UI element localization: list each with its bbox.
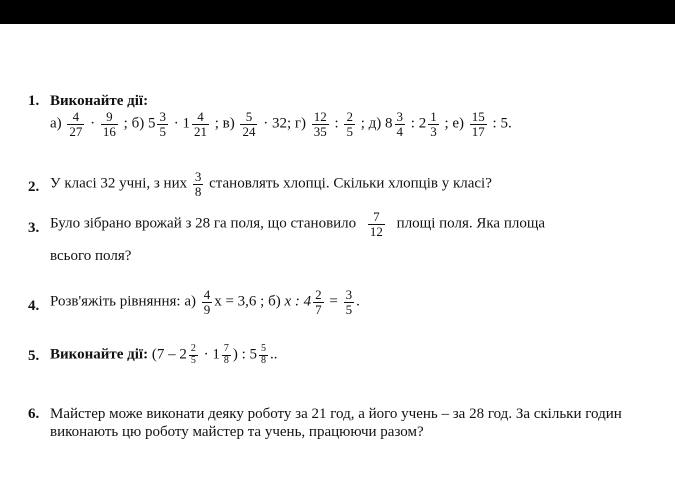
equation-rest: x = 3,6 ;: [214, 293, 265, 310]
separator: ;: [360, 115, 365, 132]
separator: ;: [214, 115, 219, 132]
task-number: 3.: [28, 220, 40, 236]
text-after: площі поля. Яка площа: [396, 215, 546, 232]
part-g-label: г): [294, 115, 307, 132]
expression-part: ) : 5: [232, 346, 257, 363]
task-text: Майстер може виконати деяку роботу за 21 год, а його учень – за 28 год. За скільки годин виконають цю роботу майстер та учень, працюючи разом?: [50, 406, 622, 440]
part-a-label: а): [50, 115, 62, 132]
fraction: $\frac{12}{35}$: [313, 109, 327, 139]
task-number: 2.: [28, 179, 40, 195]
fraction: $\frac{1}{3}$: [430, 109, 437, 139]
operator: ·: [90, 115, 96, 132]
fraction: $\frac{15}{17}$: [471, 109, 485, 139]
fraction: $\frac{3}{8}$: [194, 169, 202, 199]
expression-rest: : 5.: [492, 115, 512, 132]
task-number: 5.: [28, 348, 40, 364]
fraction: $\frac{9}{16}$: [102, 109, 116, 139]
task-text: [50, 344, 278, 366]
equation-variable: x : 4: [284, 293, 312, 310]
task-number: 1.: [28, 93, 40, 109]
part-e-label: е): [452, 115, 465, 132]
fraction: $\frac{4}{9}$: [203, 287, 211, 317]
task-text: [50, 288, 360, 316]
fraction: $\frac{4}{21}$: [193, 109, 207, 139]
task-text: [50, 210, 545, 238]
integer-part: 1: [182, 115, 190, 132]
operator: :: [334, 115, 339, 132]
task-number: 6.: [28, 406, 40, 422]
separator: ..: [270, 346, 278, 363]
part-b-label: б): [268, 293, 281, 310]
expression-rest: · 32;: [263, 115, 292, 132]
part-b-label: б): [131, 115, 145, 132]
expression-part: · 1: [203, 346, 220, 363]
fraction: $\frac{3}{5}$: [345, 287, 353, 317]
text-continued: всього поля?: [50, 248, 132, 264]
text-after: становлять хлопці. Скільки хлопців у класі?: [209, 175, 492, 192]
separator: .: [356, 293, 360, 310]
fraction: $\frac{3}{5}$: [159, 109, 166, 139]
equals-sign: =: [329, 293, 338, 310]
fraction: $\frac{2}{5}$: [346, 109, 353, 139]
part-d-label: д): [368, 115, 382, 132]
fraction: $\frac{4}{27}$: [69, 109, 83, 139]
fraction: $\frac{5}{24}$: [242, 109, 256, 139]
fraction: $\frac{5}{8}$: [261, 343, 266, 366]
fraction: $\frac{2}{5}$: [190, 343, 196, 366]
fraction: $\frac{7}{12}$: [369, 209, 383, 239]
task-title: Виконайте дії:: [50, 93, 149, 109]
fraction: $\frac{2}{7}$: [315, 287, 322, 317]
text-before: Було зібрано врожай з 28 га поля, що становило: [50, 215, 357, 232]
task-lead: Виконайте дії:: [50, 346, 149, 363]
worksheet-page: [0, 24, 675, 498]
expression-part: (7 – 2: [151, 346, 187, 363]
integer-part: 8: [385, 115, 393, 132]
expression-row: [50, 110, 512, 138]
fraction: $\frac{7}{8}$: [223, 343, 229, 366]
fraction: $\frac{3}{4}$: [396, 109, 404, 139]
integer-part: 2: [418, 115, 427, 132]
operator: :: [410, 115, 415, 132]
operator: ·: [173, 115, 179, 132]
separator: ;: [123, 115, 128, 132]
part-v-label: в): [222, 115, 235, 132]
task-lead: Розв'яжіть рівняння:: [50, 293, 181, 310]
separator: ;: [444, 115, 449, 132]
task-number: 4.: [28, 298, 40, 314]
task-text: [50, 170, 492, 198]
integer-part: 5: [147, 115, 156, 132]
text-before: У класі 32 учні, з них: [50, 175, 188, 192]
part-a-label: а): [184, 293, 196, 310]
